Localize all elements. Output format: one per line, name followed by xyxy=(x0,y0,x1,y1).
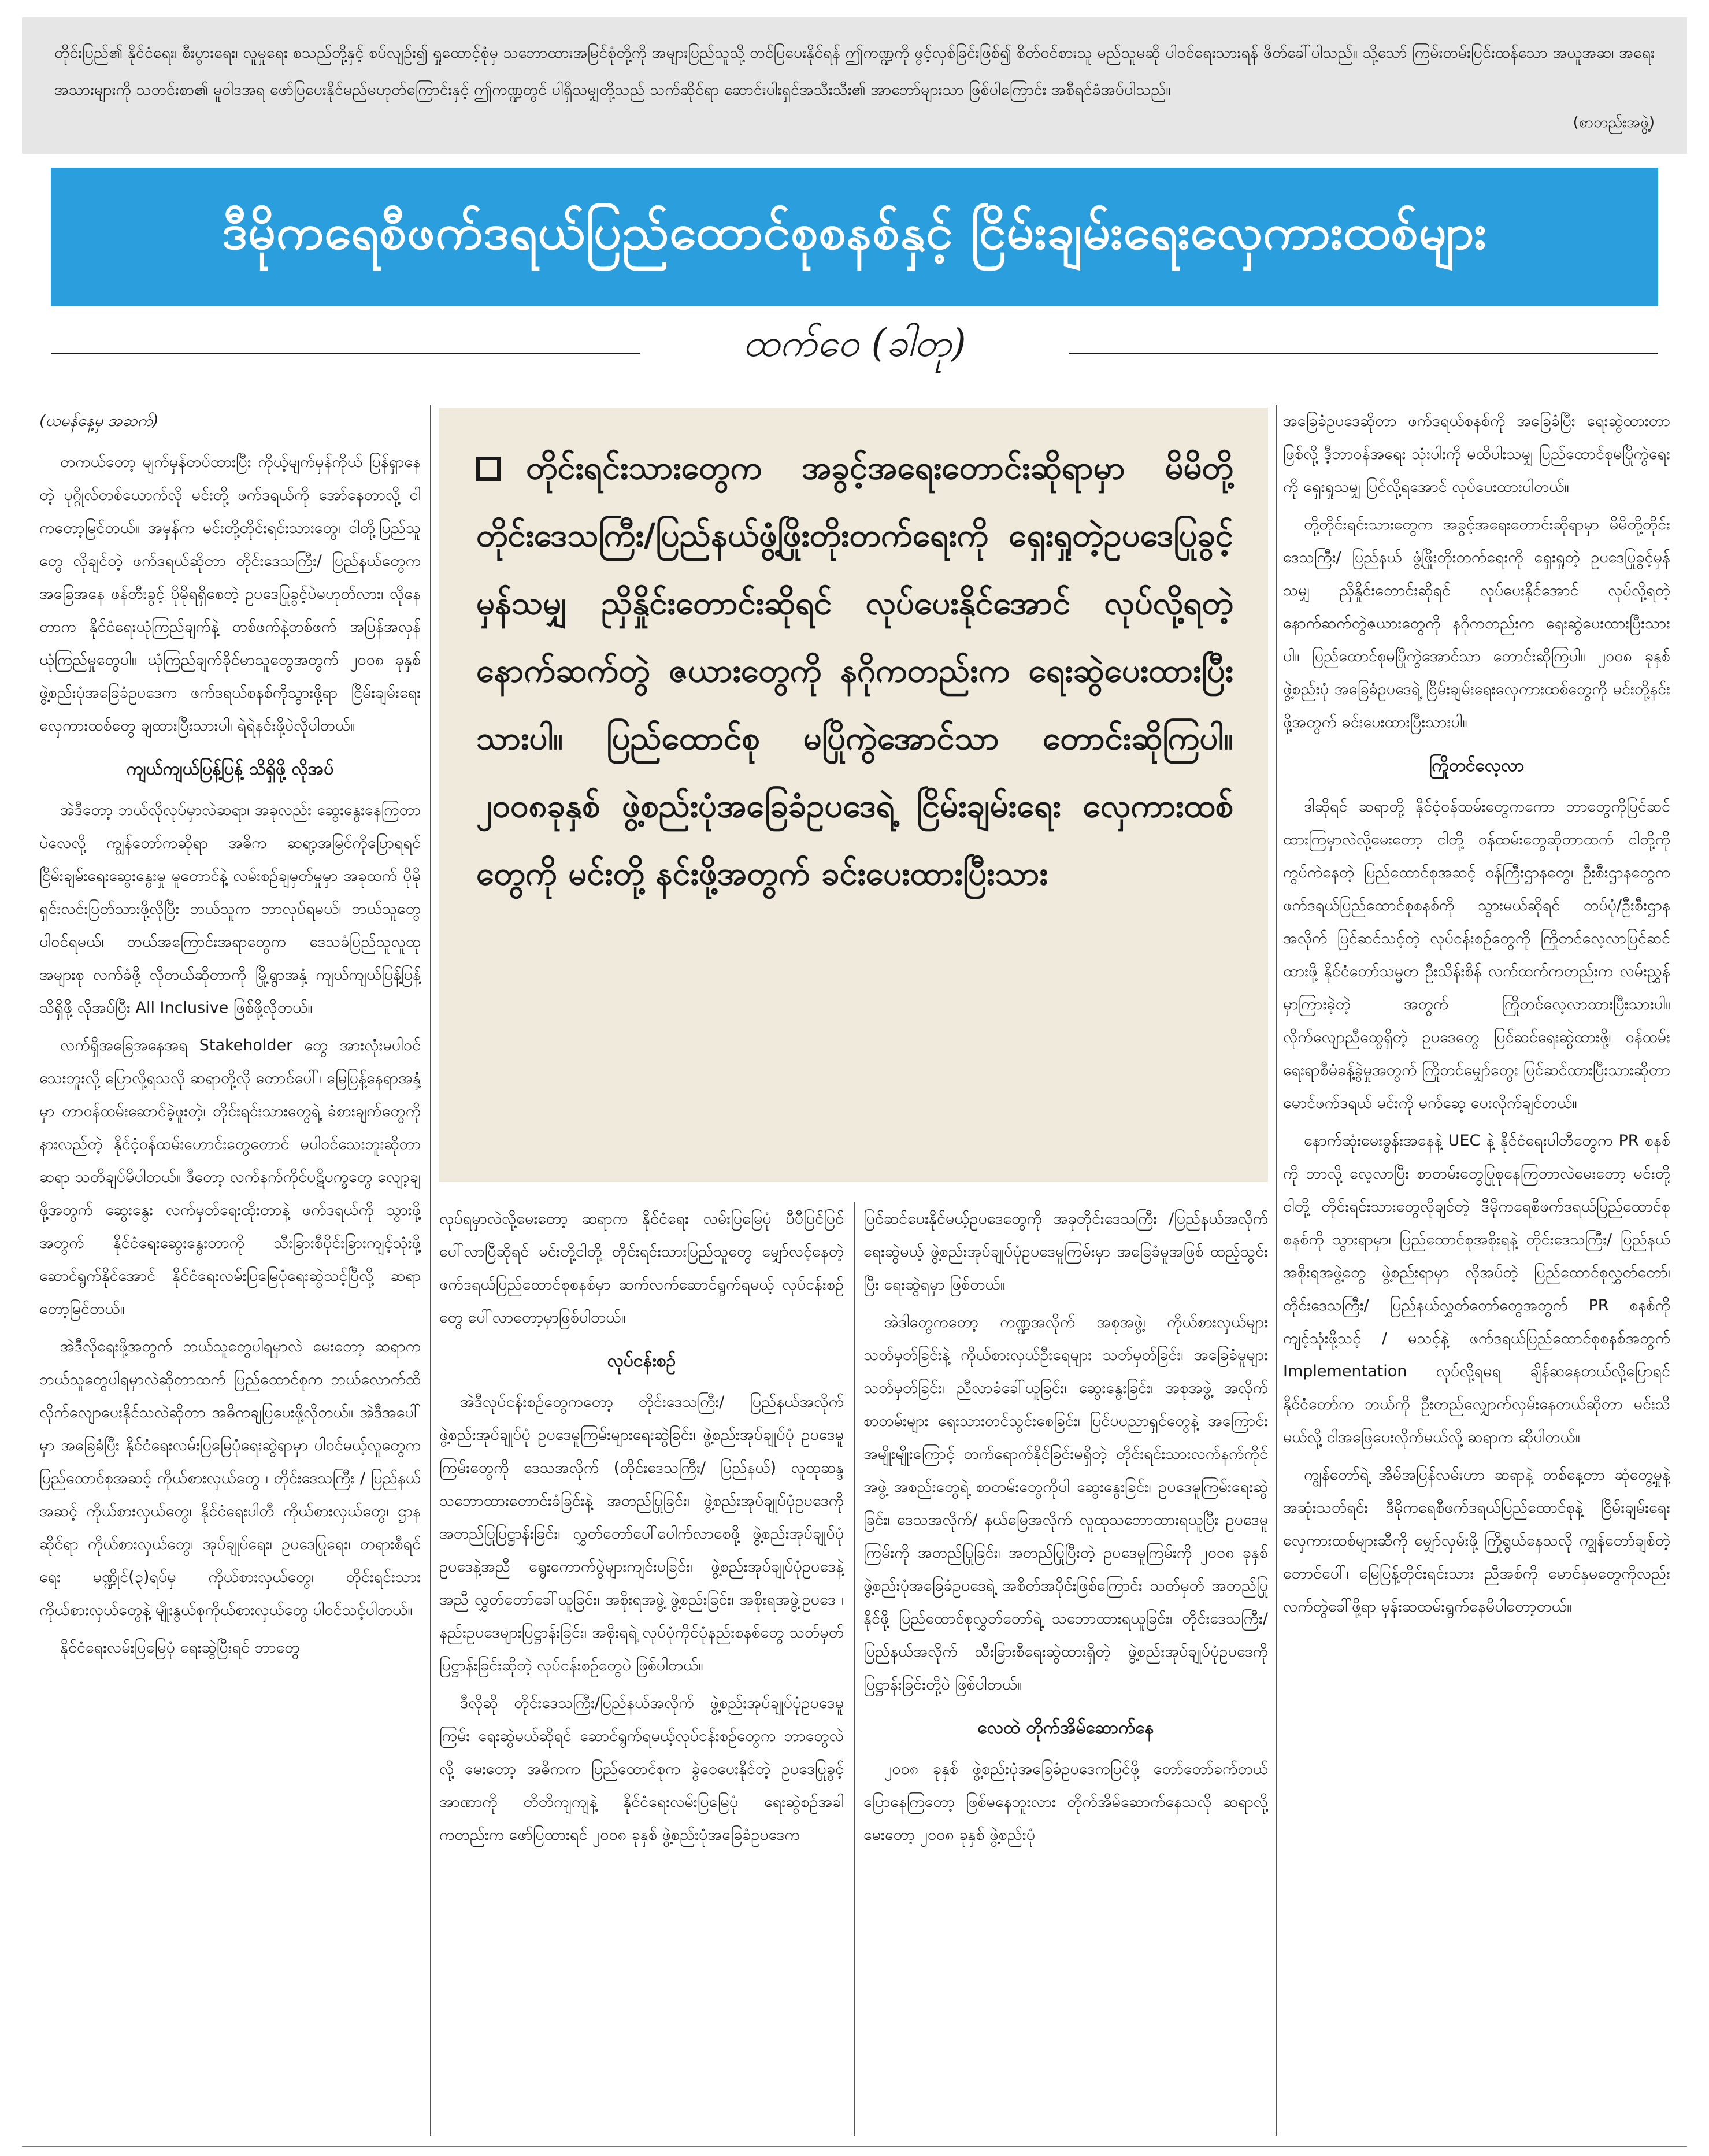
pull-quote-box xyxy=(439,408,1268,1182)
continued-note: (ယမန်နေ့မှ အဆက်) xyxy=(39,412,159,430)
paragraph: အဲဒီတော့ ဘယ်လိုလုပ်မှာလဲဆရာ၊ အခုလည်း ဆွေးနွေးနေကြတာပဲလေလို့ ကျွန်တော်ကဆိုရာ အဓိက ဆရာ့အမြင်ကိုပြောရရင် ငြိမ်းချမ်းရေးဆွေးနွေးမှု မူတောင်နဲ့ လမ်းစဉ်ချမှတ်မှုမှာ အခုထက် ပိုမိုရှင်းလင်းပြတ်သားဖို့လိုပြီး ဘယ်သူက ဘာလုပ်ရမယ်၊ ဘယ်သူတွေပါဝင်ရမယ်၊ ဘယ်အကြောင်းအရာတွေက ဒေသခံပြည်သူလူထု အများစု လက်ခံဖို့ လိုတယ်ဆိုတာကို မြို့ရွာအနှံ့ ကျယ်ကျယ်ပြန့်ပြန့် သိရှိဖို့ လိုအပ်ပြီး All Inclusive ဖြစ်ဖို့လိုတယ်။ xyxy=(39,801,421,1017)
paragraph: လုပ်ရမှာလဲလို့မေးတော့ ဆရာက နိုင်ငံရေး လမ်းပြမြေပုံ ပီပီပြင်ပြင်ပေါ်လာပြီဆိုရင် မင်းတို့ငါတို့ တိုင်းရင်းသားပြည်သူတွေ မျှော်လင့်နေတဲ့ ဖက်ဒရယ်ပြည်ထောင်စုစနစ်မှာ ဆက်လက်ဆောင်ရွက်ရမယ့် လုပ်ငန်းစဉ်တွေ ပေါ်လာတော့မှာဖြစ်ပါတယ်။ xyxy=(439,1210,844,1327)
column-divider xyxy=(1276,405,1277,2136)
article-column-1 xyxy=(39,405,421,2136)
subheading: ကျယ်ကျယ်ပြန့်ပြန့် သိရှိဖို့ လိုအပ် xyxy=(126,759,334,779)
column-divider xyxy=(854,1202,855,2136)
paragraph: အဲဒီလိုရေးဖို့အတွက် ဘယ်သူတွေပါရမှာလဲ မေးတော့ ဆရာက ဘယ်သူတွေပါရမှာလဲဆိုတာထက် ပြည်ထောင်စုက ဘယ်လောက်ထိ လိုက်လျောပေးနိုင်သလဲဆိုတာ အဓိကချပြပေးဖို့လိုတယ်။ အဲဒီအပေါ်မှာ အခြေခံပြီး နိုင်ငံရေးလမ်းပြမြေပုံရေးဆွဲရာမှာ ပါဝင်မယ့်လူတွေက ပြည်ထောင်စုအဆင့် ကိုယ်စားလှယ်တွေ ၊ တိုင်းဒေသကြီး / ပြည်နယ်အဆင့် ကိုယ်စားလှယ်တွေ၊ နိုင်ငံရေးပါတီ ကိုယ်စားလှယ်တွေ၊ ဌာနဆိုင်ရာ ကိုယ်စားလှယ်တွေ၊ အုပ်ချုပ်ရေး၊ ဥပဒေပြုရေး၊ တရားစီရင်ရေး မဏ္ဍိုင်(၃)ရပ်မှ ကိုယ်စားလှယ်တွေ၊ တိုင်းရင်းသား ကိုယ်စားလှယ်တွေနဲ့ မျိုးနွယ်စုကိုယ်စားလှယ်တွေ ပါဝင်သင့်ပါတယ်။ xyxy=(39,1338,421,1619)
byline xyxy=(0,315,1709,379)
disclaimer-signature: (စာတည်းအဖွဲ့) xyxy=(1573,114,1655,131)
paragraph: တို့တိုင်းရင်းသားတွေက အခွင့်အရေးတောင်းဆိုရာမှာ မိမိတို့တိုင်းဒေသကြီး/ ပြည်နယ် ဖွံ့ဖြိုးတိုးတက်ရေးကို ရှေးရှုတဲ့ ဥပဒေပြုခွင့်မှန်သမျှ ညှိနှိုင်းတောင်းဆိုရင် လုပ်ပေးနိုင်အောင် လုပ်လို့ရတဲ့ နောက်ဆက်တွဲဇယားတွေကို နဂိုကတည်းက ရေးဆွဲပေးထားပြီးသားပါ။ ပြည်ထောင်စုမပြိုကွဲအောင်သာ တောင်းဆိုကြပါ။ ၂၀၀၈ ခုနှစ် ဖွဲ့စည်းပုံ အခြေခံဥပဒေရဲ့ ငြိမ်းချမ်းရေးလှေကားထစ်တွေကို မင်းတို့နင်းဖို့အတွက် ခင်းပေးထားပြီးသားပါ။ xyxy=(1283,516,1670,731)
author-name: ထက်ဝေ (ခါတု) xyxy=(743,320,966,365)
paragraph: အဲဒီလုပ်ငန်းစဉ်တွေကတော့ တိုင်းဒေသကြီး/ ပြည်နယ်အလိုက် ဖွဲ့စည်းအုပ်ချုပ်ပုံ ဥပဒေမူကြမ်းများရေးဆွဲခြင်း၊ ဖွဲ့စည်းအုပ်ချုပ်ပုံ ဥပဒေမူကြမ်းတွေကို ဒေသအလိုက် (တိုင်းဒေသကြီး/ ပြည်နယ်) လူထုဆန္ဒသဘောထားတောင်းခံခြင်းနဲ့ အတည်ပြုခြင်း၊ ဖွဲ့စည်းအုပ်ချုပ်ပုံဥပဒေကို အတည်ပြုပြဋ္ဌာန်းခြင်း၊ လွှတ်တော်ပေါ်ပေါက်လာစေဖို့ ဖွဲ့စည်းအုပ်ချုပ်ပုံဥပဒေနဲ့အညီ ရွေးကောက်ပွဲများကျင်းပခြင်း၊ ဖွဲ့စည်းအုပ်ချုပ်ပုံဥပဒေနဲ့အညီ လွှတ်တော်ခေါ်ယူခြင်း၊ အစိုးရအဖွဲ့ ဖွဲ့စည်းခြင်း၊ အစိုးရအဖွဲ့ဥပဒေ ၊ နည်းဥပဒေများပြဋ္ဌာန်းခြင်း၊ အစိုးရရဲ့ လုပ်ပုံကိုင်ပုံနည်းစနစ်တွေ သတ်မှတ်ပြဋ္ဌာန်းခြင်းဆိုတဲ့ လုပ်ငန်းစဉ်တွေပဲ ဖြစ်ပါတယ်။ xyxy=(439,1393,844,1675)
subheading: ကြိုတင်လေ့လာ xyxy=(1429,755,1525,776)
paragraph: ကျွန်တော်ရဲ့ အိမ်အပြန်လမ်းဟာ ဆရာနဲ့ တစ်နေ့တာ ဆုံတွေ့မှုနဲ့ အဆုံးသတ်ရင်း ဒီမိုကရေစီဖက်ဒရယ်ပြည်ထောင်စုနဲ့ ငြိမ်းချမ်းရေးလှေကားထစ်များဆီကို မျှော်လှမ်းဖို့ ကြိုရွယ်နေသလို ကျွန်တော်ချစ်တဲ့ တောင်ပေါ်၊ မြေပြန့်တိုင်းရင်းသား ညီအစ်ကို မောင်နှမတွေကိုလည်း လက်တွဲခေါ်ဖို့ရာ မှန်းဆထမ်းရွက်နေမိပါတော့တယ်။ xyxy=(1283,1466,1670,1616)
paragraph: ဒါဆိုရင် ဆရာတို့ နိုင်ငံ့ဝန်ထမ်းတွေကကော ဘာတွေကိုပြင်ဆင်ထားကြမှာလဲလို့မေးတော့ ငါတို့ ဝန်ထမ်းတွေဆိုတာထက် ငါတို့ကို ကွပ်ကဲနေတဲ့ ပြည်ထောင်စုအဆင့် ဝန်ကြီးဌာနတွေ၊ ဦးစီးဌာနတွေက ဖက်ဒရယ်ပြည်ထောင်စုစနစ်ကို သွားမယ်ဆိုရင် တပ်ပုံ/ဦးစီးဌာနအလိုက် ပြင်ဆင်သင့်တဲ့ လုပ်ငန်းစဉ်တွေကို ကြိုတင်လေ့လာပြင်ဆင်ထားဖို့ နိုင်ငံတော်သမ္မတ ဦးသိန်းစိန် လက်ထက်ကတည်းက လမ်းညွှန်မှာကြားခဲ့တဲ့ အတွက် ကြိုတင်လေ့လာထားပြီးသားပါ။ လိုက်လျောညီထွေရှိတဲ့ ဥပဒေတွေ ပြင်ဆင်ရေးဆွဲထားဖို့၊ ဝန်ထမ်းရေးရာစီမံခန့်ခွဲမှုအတွက် ကြိုတင်မျှော်တွေး ပြင်ဆင်ထားပြီးသားဆိုတာ မောင်ဖက်ဒရယ် မင်းကို မက်ဆေ့ ပေးလိုက်ချင်တယ်။ xyxy=(1283,798,1670,1112)
paragraph: ဒီလိုဆို တိုင်းဒေသကြီး/ပြည်နယ်အလိုက် ဖွဲ့စည်းအုပ်ချုပ်ပုံဥပဒေမူကြမ်း ရေးဆွဲမယ်ဆိုရင် ဆောင်ရွက်ရမယ့်လုပ်ငန်းစဉ်တွေက ဘာတွေလဲလို့ မေးတော့ အဓိကက ပြည်ထောင်စုက ခွဲဝေပေးနိုင်တဲ့ ဥပဒေပြုခွင့်အာဏာကို တိတိကျကျနဲ့ နိုင်ငံရေးလမ်းပြမြေပုံ ရေးဆွဲစဉ်အခါကတည်းက ဖော်ပြထားရင် ၂၀၀၈ ခုနှစ် ဖွဲ့စည်းပုံအခြေခံဥပဒေက xyxy=(439,1694,844,1844)
disclaimer-text: တိုင်းပြည်၏ နိုင်ငံရေး၊ စီးပွားရေး၊ လူမှုရေး စသည်တို့နှင့် စပ်လျဉ်း၍ ရှုထောင့်စုံမှ သဘောထားအမြင်စုံတို့ကို အများပြည်သူသို့ တင်ပြပေးနိုင်ရန် ဤကဏ္ဍကို ဖွင့်လှစ်ခြင်းဖြစ်၍ စိတ်ဝင်စားသူ မည်သူမဆို ပါဝင်ရေးသားရန် ဖိတ်ခေါ်ပါသည်။ သို့သော် ကြမ်းတမ်းပြင်းထန်သော အယူအဆ၊ အရေးအသားများကို သတင်းစာ၏ မူဝါဒအရ ဖော်ပြပေးနိုင်မည်မဟုတ်ကြောင်းနှင့် ဤကဏ္ဍတွင် ပါရှိသမျှတို့သည် သက်ဆိုင်ရာ ဆောင်းပါးရှင်အသီးသီး၏ အာဘော်များသာ ဖြစ်ပါကြောင်း အစီရင်ခံအပ်ပါသည်။ xyxy=(54,44,1655,99)
article-column-2 xyxy=(439,1202,844,2136)
page-bottom-rule xyxy=(22,2146,1687,2147)
article-column-4 xyxy=(1283,405,1670,2136)
byline-rule-right xyxy=(1069,353,1658,354)
subheading: လုပ်ငန်းစဉ် xyxy=(607,1351,676,1371)
pull-quote-text: တိုင်းရင်းသားတွေက အခွင့်အရေးတောင်းဆိုရာမှာ မိမိတို့တိုင်းဒေသကြီး/ပြည်နယ်ဖွံ့ဖြိုးတိုးတက်ရေးကို ရှေးရှုတဲ့ဥပဒေပြုခွင့် မှန်သမျှ ညှိနှိုင်းတောင်းဆိုရင် လုပ်ပေးနိုင်အောင် လုပ်လို့ရတဲ့ နောက်ဆက်တွဲ ဇယားတွေကို နဂိုကတည်းက ရေးဆွဲပေးထားပြီးသားပါ။ ပြည်ထောင်စု မပြိုကွဲအောင်သာ တောင်းဆိုကြပါ။ ၂၀၀၈ခုနှစ် ဖွဲ့စည်းပုံအခြေခံဥပဒေရဲ့ ငြိမ်းချမ်းရေး လှေကားထစ်တွေကို မင်းတို့ နင်းဖို့အတွက် ခင်းပေးထားပြီးသား xyxy=(476,449,1233,892)
paragraph: နိုင်ငံရေးလမ်းပြမြေပုံ ရေးဆွဲပြီးရင် ဘာတွေ xyxy=(60,1639,300,1657)
paragraph: ၂၀၀၈ ခုနှစ် ဖွဲ့စည်းပုံအခြေခံဥပဒေကပြင်ဖို့ တော်တော်ခက်တယ် ပြောနေကြတော့ ဖြစ်မနေဘူးလား တိုက်အိမ်ဆောက်နေသလို ဆရာလို့ မေးတော့ ၂၀၀၈ ခုနှစ် ဖွဲ့စည်းပုံ xyxy=(863,1760,1268,1844)
paragraph: နောက်ဆုံးမေးခွန်းအနေနဲ့ UEC နဲ့ နိုင်ငံရေးပါတီတွေက PR စနစ်ကို ဘာလို့ လေ့လာပြီး စာတမ်းတွေပြုစုနေကြတာလဲမေးတော့ မင်းတို့ ငါတို့ တိုင်းရင်းသားတွေလိုချင်တဲ့ ဒီမိုကရေစီဖက်ဒရယ်ပြည်ထောင်စုစနစ်ကို သွားရာမှာ၊ ပြည်ထောင်စုအစိုးရနဲ့ တိုင်းဒေသကြီး/ ပြည်နယ်အစိုးရအဖွဲ့တွေ ဖွဲ့စည်းရာမှာ လိုအပ်တဲ့ ပြည်ထောင်စုလွှတ်တော်၊ တိုင်းဒေသကြီး/ ပြည်နယ်လွှတ်တော်တွေအတွက် PR စနစ်ကို ကျင့်သုံးဖို့သင့် / မသင့်နဲ့ ဖက်ဒရယ်ပြည်ထောင်စုစနစ်အတွက် Implementation လုပ်လို့ရမရ ချိန်ဆနေတယ်လို့ပြောရင် နိုင်ငံတော်က ဘယ်ကို ဦးတည်လျှောက်လှမ်းနေတယ်ဆိုတာ မင်းသိမယ်လို့ ငါအဖြေပေးလိုက်မယ်လို့ ဆရာက ဆိုပါတယ်။ xyxy=(1283,1132,1670,1446)
paragraph: လက်ရှိအခြေအနေအရ Stakeholder တွေ အားလုံးမပါဝင်သေးဘူးလို့ ပြောလို့ရသလို ဆရာတို့လို တောင်ပေါ်၊ မြေပြန့်နေရာအနှံ့မှာ တာဝန်ထမ်းဆောင်ခဲ့ဖူးတဲ့၊ တိုင်းရင်းသားတွေရဲ့ ခံစားချက်တွေကို နားလည်တဲ့ နိုင်ငံ့ဝန်ထမ်းဟောင်းတွေတောင် မပါဝင်သေးဘူးဆိုတာ ဆရာ သတိချပ်မိပါတယ်။ ဒီတော့ လက်နက်ကိုင်ပဋိပက္ခတွေ လျော့ချဖို့အတွက် ဆွေးနွေး လက်မှတ်ရေးထိုးတာနဲ့ ဖက်ဒရယ်ကို သွားဖို့အတွက် နိုင်ငံရေးဆွေးနွေးတာကို သီးခြားစီပိုင်းခြားကျင့်သုံးဖို့ ဆောင်ရွက်နိုင်အောင် နိုင်ငံရေးလမ်းပြမြေပုံရေးဆွဲသင့်ပြီလို့ ဆရာတော့မြင်တယ်။ xyxy=(39,1036,421,1318)
article-title-banner xyxy=(51,168,1658,306)
article-title: ဒီမိုကရေစီဖက်ဒရယ်ပြည်ထောင်စုစနစ်နှင့် ငြိမ်းချမ်းရေးလှေကားထစ်များ xyxy=(222,203,1487,260)
column-divider xyxy=(430,405,431,2136)
paragraph: အခြေခံဥပဒေဆိုတာ ဖက်ဒရယ်စနစ်ကို အခြေခံပြီး ရေးဆွဲထားတာဖြစ်လို့ ဒီ့ဘာဝန်အရေး သုံးပါးကို မထိပါးသမျှ ပြည်ထောင်စုမပြိုကွဲရေးကို ရှေးရှုသမျှ ပြင်လို့ရအောင် လုပ်ပေးထားပါတယ်။ xyxy=(1283,412,1670,496)
paragraph: အဲဒါတွေကတော့ ကဏ္ဍအလိုက် အစုအဖွဲ့၊ ကိုယ်စားလှယ်များ သတ်မှတ်ခြင်းနဲ့ ကိုယ်စားလှယ်ဦးရေများ သတ်မှတ်ခြင်း၊ အခြေခံမူများ သတ်မှတ်ခြင်း၊ ညီလာခံခေါ်ယူခြင်း၊ ဆွေးနွေးခြင်း၊ အစုအဖွဲ့ အလိုက်စာတမ်းများ ရေးသားတင်သွင်းစေခြင်း၊ ပြင်ပပညာရှင်တွေနဲ့ အကြောင်းအမျိုးမျိုးကြောင့် တက်ရောက်နိုင်ခြင်းမရှိတဲ့ တိုင်းရင်းသားလက်နက်ကိုင်အဖွဲ့ အစည်းတွေရဲ့ စာတမ်းတွေကိုပါ ဆွေးနွေးခြင်း၊ ဥပဒေမူကြမ်းရေးဆွဲခြင်း၊ ဒေသအလိုက်/ နယ်မြေအလိုက် လူထုသဘောထားရယူပြီး ဥပဒေမူကြမ်းကို အတည်ပြုခြင်း၊ အတည်ပြုပြီးတဲ့ ဥပဒေမူကြမ်းကို ၂၀၀၈ ခုနှစ် ဖွဲ့စည်းပုံအခြေခံဥပဒေရဲ့ အစိတ်အပိုင်းဖြစ်ကြောင်း သတ်မှတ် အတည်ပြုနိုင်ဖို့ ပြည်ထောင်စုလွှတ်တော်ရဲ့ သဘောထားရယူခြင်း၊ တိုင်းဒေသကြီး/ ပြည်နယ်အလိုက် သီးခြားစီရေးဆွဲထားရှိတဲ့ ဖွဲ့စည်းအုပ်ချုပ်ပုံဥပဒေကို ပြဋ္ဌာန်းခြင်းတို့ပဲ ဖြစ်ပါတယ်။ xyxy=(863,1313,1268,1694)
subheading: လေထဲ တိုက်အိမ်ဆောက်နေ xyxy=(977,1718,1154,1738)
editorial-disclaimer-box xyxy=(22,17,1687,154)
paragraph: တကယ်တော့ မျက်မှန်တပ်ထားပြီး ကိုယ့်မျက်မှန်ကိုယ် ပြန်ရှာနေတဲ့ ပုဂ္ဂိုလ်တစ်ယောက်လို မင်းတို့ ဖက်ဒရယ်ကို အော်နေတာလို့ ငါကတော့မြင်တယ်။ အမှန်က မင်းတို့တိုင်းရင်းသားတွေ၊ ငါတို့ပြည်သူတွေ လိုချင်တဲ့ ဖက်ဒရယ်ဆိုတာ တိုင်းဒေသကြီး/ ပြည်နယ်တွေက အခြေအနေ ဖန်တီးခွင့် ပိုမိုရရှိစေတဲ့ ဥပဒေပြုခွင့်ပဲမဟုတ်လား၊ လိုနေတာက နိုင်ငံရေးယုံကြည်ချက်နဲ့ တစ်ဖက်နဲ့တစ်ဖက် အပြန်အလှန် ယုံကြည်မှုတွေပါ။ ယုံကြည်ချက်ခိုင်မာသူတွေအတွက် ၂၀၀၈ ခုနှစ် ဖွဲ့စည်းပုံအခြေခံဥပဒေက ဖက်ဒရယ်စနစ်ကိုသွားဖို့ရာ ငြိမ်းချမ်းရေးလှေကားထစ်တွေ ချထားပြီးသားပါ၊ ရဲရဲနင်းဖို့ပဲလိုပါတယ်။ xyxy=(39,453,421,735)
checkbox-bullet-icon xyxy=(476,457,501,481)
paragraph: ပြင်ဆင်ပေးနိုင်မယ့်ဥပဒေတွေကို အခုတိုင်းဒေသကြီး /ပြည်နယ်အလိုက်ရေးဆွဲမယ့် ဖွဲ့စည်းအုပ်ချုပ်ပုံဥပဒေမူကြမ်းမှာ အခြေခံမူအဖြစ် ထည့်သွင်းပြီး ရေးဆွဲရမှာ ဖြစ်တယ်။ xyxy=(863,1210,1268,1294)
article-column-3 xyxy=(863,1202,1268,2136)
